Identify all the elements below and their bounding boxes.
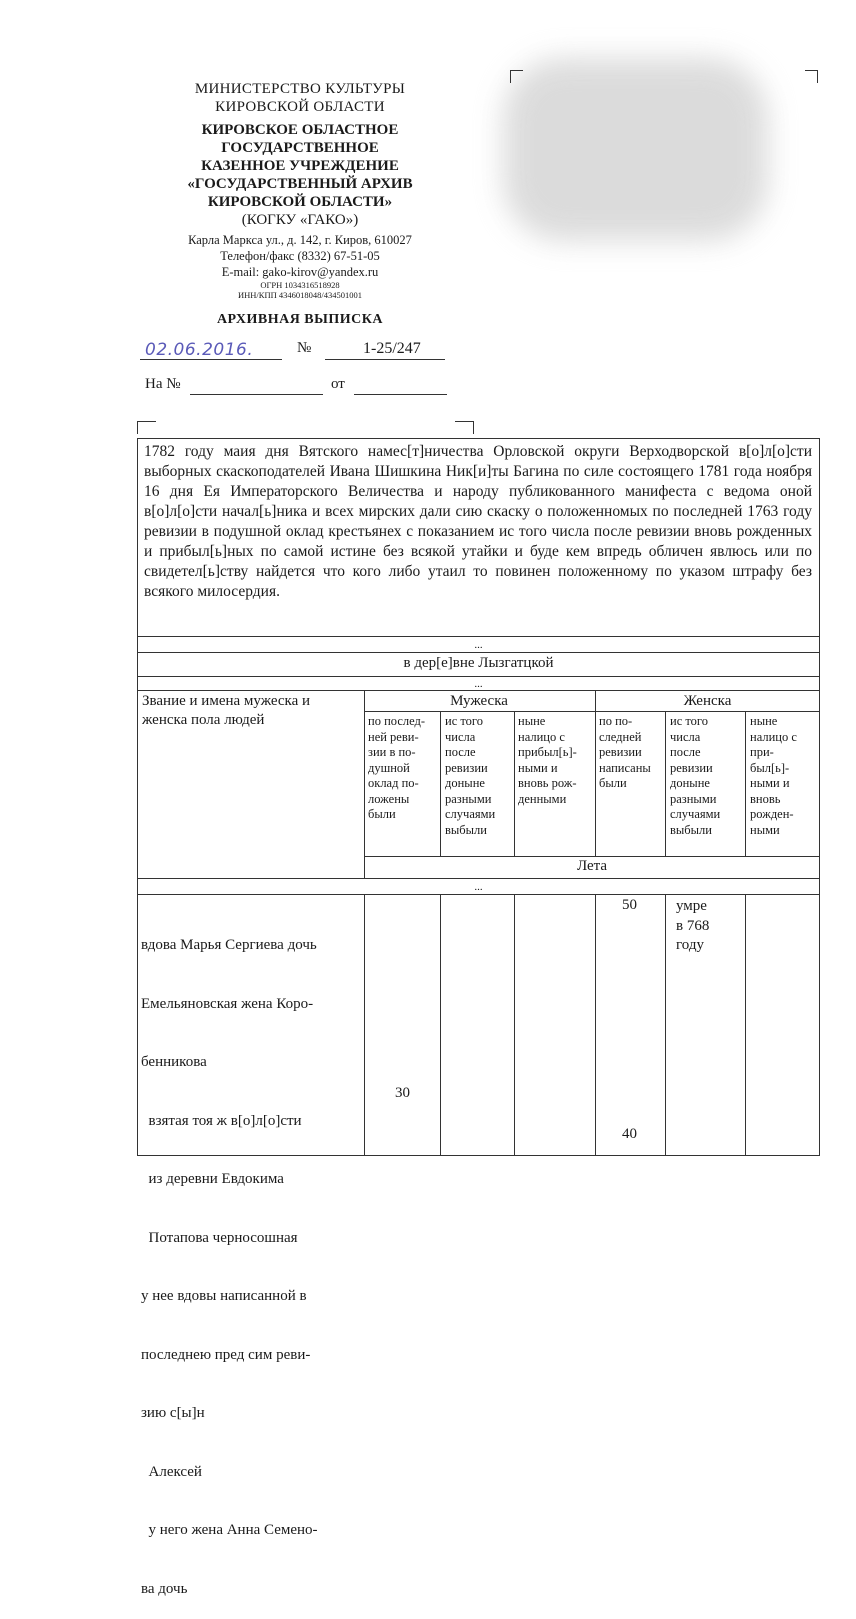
column-line [595, 894, 596, 1156]
sub-header-line: ложены [368, 791, 410, 806]
sub-header-line: налицо с [518, 729, 565, 744]
years-label: Лета [576, 858, 608, 874]
org-abbreviation: (КОГКУ «ГАКО») [241, 212, 359, 228]
sub-header-line: написаны [599, 760, 651, 775]
sub-header-line: налицо с [750, 729, 797, 744]
note-line: в 768 [676, 917, 710, 934]
ref-label: На № [145, 376, 181, 392]
sub-header-line: после [445, 745, 476, 759]
sub-header-line: при- [750, 745, 774, 759]
redacted-addressee [503, 58, 768, 241]
divider [137, 676, 820, 677]
sub-header-line: разными [445, 791, 492, 806]
male-sub-header-present [518, 714, 577, 807]
ref-underline [190, 394, 323, 395]
ministry-name [150, 80, 450, 116]
column-line [440, 711, 441, 856]
record-line: из деревни Евдокима [141, 1171, 284, 1187]
record-line: бенникова [141, 1054, 207, 1070]
header-line: Звание и имена мужеска и [142, 693, 311, 709]
record-line: Алексей [141, 1463, 202, 1480]
sub-header-line: были [599, 776, 627, 790]
sub-header-line: ревизии [670, 760, 713, 775]
sub-header-line: были [368, 807, 396, 821]
org-line: «ГОСУДАРСТВЕННЫЙ АРХИВ [187, 176, 413, 192]
ministry-line: КИРОВСКОЙ ОБЛАСТИ [215, 99, 385, 115]
organization-name [150, 121, 450, 211]
sub-header-line: ныне [750, 714, 778, 728]
sub-header-line: случаями [445, 807, 496, 821]
sub-header-divider [364, 856, 820, 857]
sub-header-line: рожден- [750, 807, 794, 821]
sub-header-line: следней [599, 729, 642, 744]
record-line: последнею пред сим реви- [141, 1346, 311, 1363]
org-line: КИРОВСКОЕ ОБЛАСТНОЕ [201, 122, 399, 138]
sub-header-line: был[ь]- [750, 760, 790, 775]
sub-header-line: зии в по- [368, 745, 416, 759]
org-registration [150, 280, 450, 300]
people-column-header [142, 692, 310, 730]
column-line [440, 894, 441, 1156]
sub-header-line: ревизии [445, 760, 488, 775]
sub-header-line: по послед- [368, 714, 426, 728]
sub-header-line: выбыли [445, 822, 487, 837]
record-line: взятая тоя ж в[о]л[о]сти [141, 1112, 302, 1129]
date-underline [140, 359, 282, 360]
male-header: Мужеска [450, 693, 508, 709]
widow-female-age: 50 [622, 897, 637, 913]
divider [137, 636, 820, 637]
sub-header-line: денными [518, 791, 567, 806]
sub-header-line: разными [670, 791, 717, 806]
email: E-mail: gako-kirov@yandex.ru [221, 265, 379, 279]
corner-mark [510, 70, 523, 83]
intro-paragraph: 1782 году маия дня Вятского намес[т]ничества Орловской округи Верходворской в[о]л[о]сти выборных скаскоподателей Ивана Шишкина Ник[и]ты Багина по силе состоящего 1781 года ноября 16 дня Ея Императорского Величества и народу публикованного манифеста с ведома оной в[о]л[о]сти начал[ь]ника и всех мирских дали сию скаску о положенномых по последней 1763 году ревизии в подушной оклад крестьянех с показанием ис того числа после ревизии вновь рожденных и прибыл[ь]ных по самой истине без всякой утайки и буде кем впредь обличен явлюсь или по свидетел[ь]ству найдется что кого либо утаил то повинен положенному по указом штрафу без всякого милосердия. [144, 443, 812, 600]
org-line: КИРОВСКОЙ ОБЛАСТИ» [207, 194, 393, 210]
sub-header-line: после [670, 745, 701, 759]
ellipsis: ... [474, 639, 483, 651]
from-underline [354, 394, 447, 395]
column-line [745, 711, 746, 856]
corner-mark [455, 421, 474, 434]
record-line: ва дочь [141, 1580, 188, 1597]
note-line: году [676, 937, 704, 953]
corner-mark [137, 421, 156, 434]
document-number: 1-25/247 [363, 340, 421, 357]
document-title: АРХИВНАЯ ВЫПИСКА [216, 312, 384, 327]
ogrn: ОГРН 1034316518928 [260, 280, 340, 290]
sub-header-line: душной [368, 760, 410, 775]
sub-header-line: ными и [518, 760, 558, 775]
column-line [665, 894, 666, 1156]
phone: Телефон/факс (8332) 67-51-05 [220, 249, 380, 263]
sub-header-line: оклад по- [368, 776, 419, 790]
male-sub-header-departed [445, 714, 495, 838]
sub-header-line: ныне [518, 714, 546, 728]
sub-header-line: ней реви- [368, 729, 419, 744]
address: Карла Маркса ул., д. 142, г. Киров, 610027 [188, 233, 412, 247]
sub-header-line: прибыл[ь]- [518, 745, 577, 759]
record-line: у него жена Анна Семено- [141, 1522, 318, 1538]
sub-header-line: доныне [670, 776, 710, 790]
number-label: № [297, 340, 312, 356]
sub-header-line: ис того [670, 714, 708, 728]
divider [137, 652, 820, 653]
sub-header-line: случаями [670, 807, 721, 821]
sub-header-line: ревизии [599, 745, 642, 759]
corner-mark [805, 70, 818, 83]
divider [137, 894, 820, 895]
from-label: от [331, 376, 345, 392]
org-line: КАЗЕННОЕ УЧРЕЖДЕНИЕ [201, 158, 399, 174]
record-line: у нее вдовы написанной в [141, 1288, 307, 1304]
sub-header-line: доныне [445, 776, 485, 790]
record-line: Потапова черносошная [141, 1229, 298, 1246]
son-male-age: 30 [395, 1085, 410, 1101]
sub-header-line: ными и [750, 776, 790, 790]
widow-death-note [676, 897, 709, 956]
ministry-line: МИНИСТЕРСТВО КУЛЬТУРЫ [194, 81, 406, 97]
column-line [745, 894, 746, 1156]
female-header: Женска [683, 693, 732, 709]
header-line: женска пола людей [142, 712, 265, 728]
sub-header-line: вновь рож- [518, 776, 577, 790]
sub-header-line: по по- [599, 714, 633, 728]
divider [137, 878, 820, 879]
column-line [364, 690, 365, 878]
sub-header-line: числа [445, 729, 476, 744]
column-line [665, 711, 666, 856]
column-line [514, 894, 515, 1156]
sub-header-line: вновь [750, 791, 781, 806]
column-line [595, 690, 596, 856]
male-sub-header-registered [368, 714, 425, 823]
record-line: зию с[ы]н [141, 1405, 205, 1421]
table-top-border [137, 690, 820, 691]
org-contacts [150, 232, 450, 280]
ellipsis: ... [474, 881, 483, 893]
people-records [141, 897, 363, 1619]
handwritten-date: 02.06.2016. [145, 340, 254, 360]
female-sub-header-departed [670, 714, 720, 838]
sub-header-line: числа [670, 729, 701, 744]
village-name: в дер[е]вне Лызгатцкой [403, 655, 554, 671]
number-underline [325, 359, 445, 360]
column-line [364, 894, 365, 1156]
wife-female-age: 40 [622, 1126, 637, 1142]
note-line: умре [676, 898, 707, 914]
sub-header-line: ис того [445, 714, 483, 728]
group-header-divider [364, 711, 820, 712]
org-line: ГОСУДАРСТВЕННОЕ [221, 140, 379, 156]
female-sub-header-registered [599, 714, 651, 792]
column-line [514, 711, 515, 856]
ellipsis: ... [474, 678, 483, 690]
inn: ИНН/КПП 4346018048/434501001 [238, 290, 362, 300]
female-sub-header-present [750, 714, 797, 838]
record-line: вдова Марья Сергиева дочь [141, 937, 317, 953]
record-line: Емельяновская жена Коро- [141, 995, 314, 1012]
sub-header-line: ными [750, 822, 780, 837]
sub-header-line: выбыли [670, 822, 712, 837]
